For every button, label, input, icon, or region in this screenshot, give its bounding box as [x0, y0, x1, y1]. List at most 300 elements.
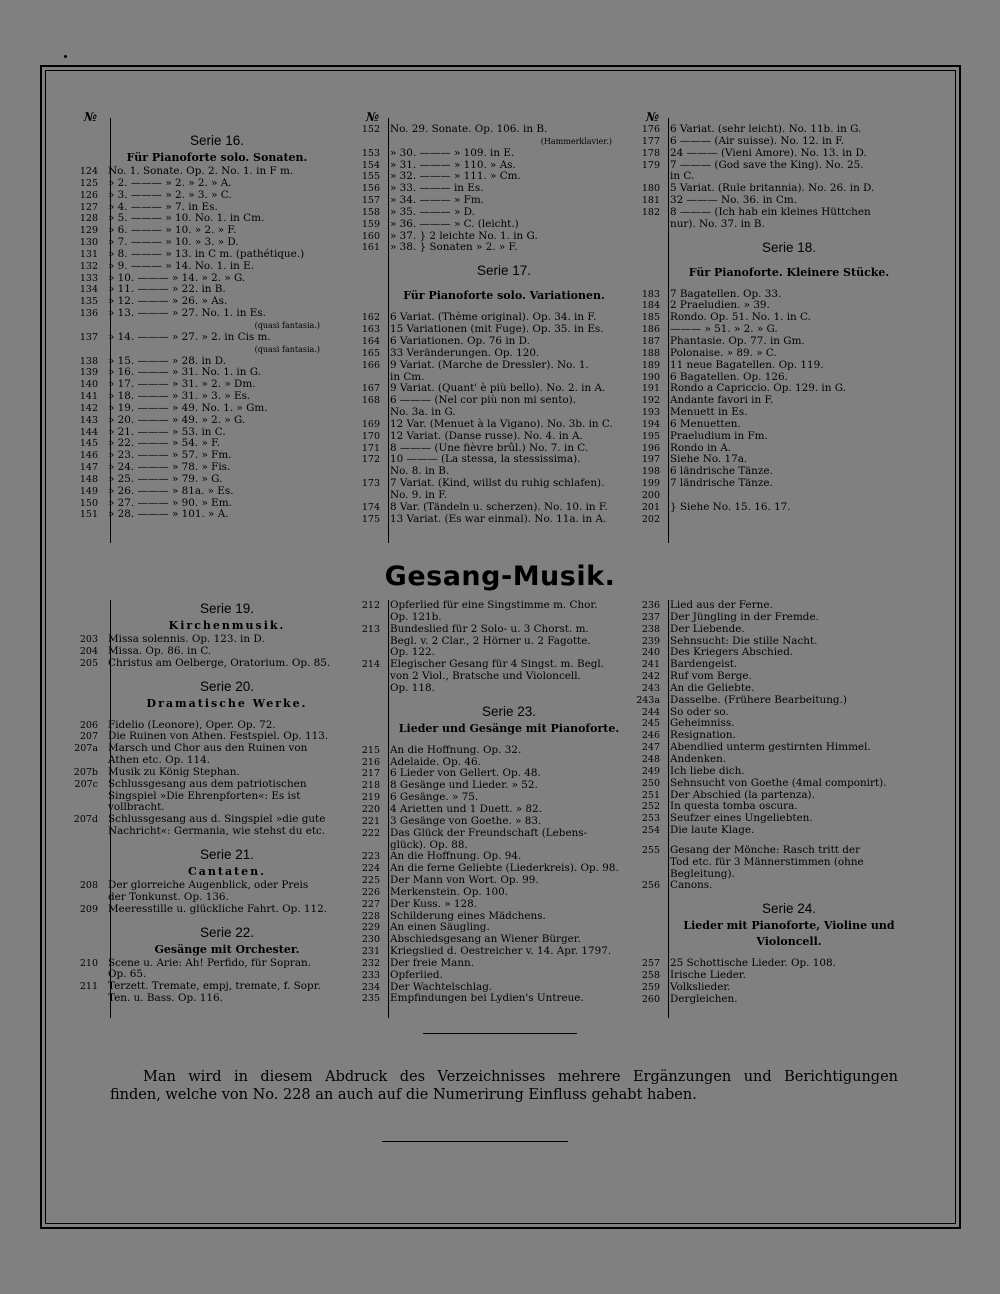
catalogue-entry — [632, 683, 912, 695]
catalogue-entry — [352, 348, 622, 360]
entry-number: 210 — [79, 957, 98, 969]
entry-number: 248 — [641, 753, 660, 765]
entry-number: 222 — [361, 827, 380, 839]
catalogue-entry — [60, 190, 330, 202]
entry-text: Scene u. Arie: Ah! Perfido, für Sopran. — [108, 956, 312, 969]
catalogue-entry — [352, 683, 632, 695]
entry-number: 171 — [361, 442, 380, 454]
entry-number: 135 — [79, 296, 98, 308]
entry-text: Op. 118. — [390, 681, 435, 694]
entry-number: 229 — [361, 922, 380, 934]
spacer — [632, 892, 912, 900]
entry-text: » 19. ——— » 49. No. 1. » Gm. — [108, 401, 268, 414]
catalogue-entry — [60, 509, 330, 521]
entry-text: No. 8. in B. — [390, 465, 450, 478]
page-title: Gesang-Musik. — [384, 561, 616, 592]
entry-text: 12 Var. (Menuet à la Vigano). No. 3b. in C. — [390, 417, 613, 430]
catalogue-entry — [352, 887, 632, 899]
entry-text: Des Kriegers Abschied. — [670, 646, 794, 659]
entry-number: 157 — [361, 195, 380, 207]
entry-text: von 2 Viol., Bratsche und Violoncell. — [390, 670, 581, 683]
catalogue-entry — [352, 745, 632, 757]
entry-number: 204 — [79, 645, 98, 657]
entry-number: 197 — [641, 454, 660, 466]
catalogue-entry — [60, 993, 350, 1005]
entry-number: 164 — [361, 335, 380, 347]
entry-number: 213 — [361, 623, 380, 635]
entry-text: 10 ——— (La stessa, la stessissima). — [390, 453, 581, 466]
section-heading: Gesänge mit Orchester. — [154, 942, 300, 956]
catalogue-entry — [60, 767, 350, 779]
catalogue-entry — [60, 332, 330, 344]
entry-number: 126 — [79, 189, 98, 201]
entry-number: 125 — [79, 177, 98, 189]
section-heading: Dramatische Werke. — [146, 696, 308, 710]
entry-number: 253 — [641, 813, 660, 825]
catalogue-entry — [632, 360, 912, 372]
entry-text: Marsch und Chor aus den Ruinen von — [108, 742, 308, 755]
entry-text: 15 Variationen (mit Fuge). Op. 35. in Es. — [390, 323, 604, 336]
entry-number: 205 — [79, 657, 98, 669]
entry-text: Terzett. Tremate, empj, tremate, f. Sopr. — [108, 980, 321, 993]
entry-number: 242 — [641, 671, 660, 683]
entry-text: 6 Variat. (Thème original). Op. 34. in F. — [390, 311, 597, 324]
entry-text: 4 Arietten und 1 Duett. » 82. — [390, 802, 542, 815]
entry-text: Polonaise. » 89. » C. — [670, 346, 777, 359]
entry-text: » 11. ——— » 22. in B. — [108, 283, 226, 296]
entry-number: 176 — [641, 124, 660, 135]
entry-number: 185 — [641, 312, 660, 324]
entry-number: 129 — [79, 225, 98, 237]
footnote — [110, 1068, 900, 1104]
entry-text: » 5. ——— » 10. No. 1. in Cm. — [108, 212, 265, 225]
entry-text: » 26. ——— » 81a. » Es. — [108, 484, 234, 497]
entry-text: Elegischer Gesang für 4 Singst. m. Begl. — [390, 658, 605, 671]
entry-number: 207c — [74, 778, 98, 790]
catalogue-entry — [60, 779, 350, 791]
catalogue-entry — [352, 899, 632, 911]
entry-text: 8 Gesänge und Lieder. » 52. — [390, 779, 538, 792]
catalogue-entry — [352, 958, 632, 970]
catalogue-entry — [60, 646, 350, 658]
serie-heading: Serie 20. — [199, 678, 255, 694]
entry-number: 130 — [79, 237, 98, 249]
entry-text: Tod etc. für 3 Männerstimmen (ohne — [670, 855, 864, 868]
entry-number: 228 — [361, 910, 380, 922]
spacer — [352, 695, 632, 703]
catalogue-entry — [632, 136, 912, 148]
entry-text: Die Ruinen von Athen. Festspiel. Op. 113. — [108, 730, 329, 743]
serie-heading: Serie 23. — [481, 703, 537, 719]
entry-text: » 12. ——— » 26. » As. — [108, 295, 228, 308]
entry-text: » 38. } Sonaten » 2. » F. — [390, 241, 518, 254]
entry-text: in Cm. — [390, 370, 425, 383]
catalogue-entry — [352, 970, 632, 982]
entry-text: Andenken. — [670, 752, 727, 765]
entry-text: Lied aus der Ferne. — [670, 599, 773, 611]
entry-text: » 35. ——— » D. — [390, 205, 475, 218]
entry-number: 154 — [361, 159, 380, 171]
entry-text: » 33. ——— in Es. — [390, 182, 484, 195]
entry-text: Schlussgesang aus dem patriotischen — [108, 777, 307, 790]
entry-number: 220 — [361, 803, 380, 815]
entry-number: 191 — [641, 383, 660, 395]
entry-number: 216 — [361, 756, 380, 768]
entry-number: 124 — [79, 166, 98, 177]
catalogue-entry — [352, 993, 632, 1005]
entry-text: 7 Bagatellen. Op. 33. — [670, 287, 782, 300]
entry-number: 227 — [361, 898, 380, 910]
entry-number: 132 — [79, 260, 98, 272]
entry-number: 163 — [361, 324, 380, 336]
entry-number: 128 — [79, 213, 98, 225]
entry-number: 142 — [79, 402, 98, 414]
entry-number: 230 — [361, 934, 380, 946]
divider-lower — [382, 1141, 568, 1142]
entry-text: 6 Gesänge. » 75. — [390, 791, 479, 804]
entry-text: Op. 65. — [108, 968, 147, 981]
entry-text: » 3. ——— » 2. » 3. » C. — [108, 188, 232, 201]
catalogue-entry — [632, 778, 912, 790]
entry-text: Ruf vom Berge. — [670, 670, 752, 683]
entry-text: No. 3a. in G. — [390, 406, 456, 419]
entry-text: Begleitung). — [670, 867, 735, 880]
entry-text: Andante favori in F. — [670, 394, 774, 407]
entry-text: Die laute Klage. — [670, 824, 755, 837]
entry-number: 221 — [361, 815, 380, 827]
entry-text: Volkslieder. — [670, 980, 731, 993]
entry-number: 254 — [641, 825, 660, 837]
entry-text: 7 ländrische Tänze. — [670, 477, 773, 490]
entry-text: Siehe No. 17a. — [670, 453, 748, 466]
catalogue-entry — [352, 514, 622, 526]
entry-number: 145 — [79, 438, 98, 450]
entry-text: 33 Veränderungen. Op. 120. — [390, 346, 540, 359]
entry-number: 161 — [361, 242, 380, 254]
entry-number: 165 — [361, 347, 380, 359]
entry-number: 226 — [361, 886, 380, 898]
entry-text: Nachricht«: Germania, wie stehst du etc. — [108, 825, 326, 838]
entry-text: Der freie Mann. — [390, 956, 475, 969]
entry-text: Der Liebende. — [670, 622, 745, 635]
entry-number: 181 — [641, 195, 660, 207]
spacer — [352, 280, 622, 288]
catalogue-entry — [352, 207, 622, 219]
entry-number: 193 — [641, 407, 660, 419]
entry-text: Praeludium in Fm. — [670, 429, 768, 442]
entry-text: Ich liebe dich. — [670, 764, 745, 777]
entry-number: 250 — [641, 777, 660, 789]
entry-text: An die Hoffnung. Op. 32. — [390, 743, 522, 756]
entry-text: Missa. Op. 86. in C. — [108, 644, 212, 657]
catalogue-entry — [632, 612, 912, 624]
entry-number: 188 — [641, 347, 660, 359]
entry-text: Begl. v. 2 Clar., 2 Hörner u. 2 Fagotte. — [390, 634, 591, 647]
footnote-line-1: Man wird in diesem Abdruck des Verzeichnisses mehrere Ergänzungen und Berichtigungen — [143, 1069, 898, 1085]
entry-number: 252 — [641, 801, 660, 813]
entry-text: 32 ——— No. 36. in Cm. — [670, 194, 798, 207]
entry-number: 133 — [79, 272, 98, 284]
entry-text: » 34. ——— » Fm. — [390, 194, 484, 207]
entry-text: No. 1. Sonate. Op. 2. No. 1. in F m. — [108, 165, 294, 177]
spacer — [632, 257, 912, 265]
entry-number: 146 — [79, 450, 98, 462]
catalogue-entry — [632, 695, 912, 707]
entry-number: 202 — [641, 513, 660, 525]
entries — [632, 600, 912, 1006]
entry-number: 149 — [79, 485, 98, 497]
entries — [352, 600, 632, 1005]
entry-text: » 15. ——— » 28. in D. — [108, 354, 227, 367]
entry-number: 168 — [361, 395, 380, 407]
catalogue-entry — [352, 431, 622, 443]
entry-text: Sehnsucht: Die stille Nacht. — [670, 634, 818, 647]
entry-text: 11 neue Bagatellen. Op. 119. — [670, 358, 824, 371]
entry-number: 233 — [361, 969, 380, 981]
entry-number: 136 — [79, 308, 98, 320]
entry-number: 236 — [641, 600, 660, 611]
entry-number: 259 — [641, 981, 660, 993]
entry-number: 256 — [641, 880, 660, 892]
entry-text: Fidelio (Leonore), Oper. Op. 72. — [108, 718, 276, 731]
entry-text: » 2. ——— » 2. » 2. » A. — [108, 176, 232, 189]
catalogue-entry — [632, 419, 912, 431]
entry-text: Schilderung eines Mädchens. — [390, 909, 546, 922]
catalogue-entry — [632, 514, 912, 526]
catalogue-entry — [632, 766, 912, 778]
entry-number: 134 — [79, 284, 98, 296]
entry-number: 215 — [361, 744, 380, 756]
entry-number: 144 — [79, 426, 98, 438]
entry-text: der Tonkunst. Op. 136. — [108, 890, 229, 903]
catalogue-entry — [60, 658, 350, 670]
entry-number: 151 — [79, 509, 98, 521]
entry-text: Der Mann von Wort. Op. 99. — [390, 874, 539, 887]
serie-heading: Serie 17. — [476, 263, 532, 279]
entry-number: 186 — [641, 324, 660, 336]
entry-text: 6 Lieder von Gellert. Op. 48. — [390, 767, 541, 780]
entry-number: 153 — [361, 147, 380, 159]
entry-number: 190 — [641, 371, 660, 383]
entry-text: Sehnsucht von Goethe (4mal componirt). — [670, 776, 887, 789]
entry-text: Rondo a Capriccio. Op. 129. in G. — [670, 382, 846, 395]
catalogue-entry — [632, 478, 912, 490]
entry-text: vollbracht. — [108, 801, 165, 814]
entry-text: 6 ——— (Nel cor più non mi sento). — [390, 394, 577, 407]
section-heading: Cantaten. — [188, 864, 266, 878]
entry-number: 196 — [641, 442, 660, 454]
entry-number: 198 — [641, 466, 660, 478]
entry-text: 6 Variationen. Op. 76 in D. — [390, 334, 530, 347]
entry-text: Op. 121b. — [390, 610, 442, 623]
section-heading: Lieder und Gesänge mit Pianoforte. — [398, 721, 620, 735]
catalogue-entry — [632, 502, 912, 514]
entry-text: 25 Schottische Lieder. Op. 108. — [670, 957, 836, 970]
entry-number: 239 — [641, 635, 660, 647]
catalogue-entry — [352, 502, 622, 514]
entry-number: 219 — [361, 792, 380, 804]
entry-number: 257 — [641, 958, 660, 970]
catalogue-entry — [632, 624, 912, 636]
entry-number: 160 — [361, 230, 380, 242]
entry-text: Musik zu König Stephan. — [108, 765, 240, 778]
entry-number: 147 — [79, 462, 98, 474]
entry-number: 199 — [641, 478, 660, 490]
entry-text: An einen Säugling. — [390, 921, 490, 934]
entry-text: Empfindungen bei Lydien's Untreue. — [390, 992, 584, 1005]
entry-text: » 14. ——— » 27. » 2. in Cis m. — [108, 330, 271, 343]
entries — [60, 132, 330, 521]
entry-text: 2 Praeludien. » 39. — [670, 299, 770, 312]
entry-number: 241 — [641, 659, 660, 671]
entry-number: 232 — [361, 957, 380, 969]
section-heading: Für Pianoforte solo. Variationen. — [403, 289, 605, 303]
catalogue-entry — [632, 207, 912, 219]
serie-heading: Serie 18. — [761, 239, 817, 255]
catalogue-entry — [352, 419, 622, 431]
entry-number: 255 — [641, 844, 660, 856]
entry-number: 141 — [79, 391, 98, 403]
entry-number: 173 — [361, 478, 380, 490]
entry-text: » 21. ——— » 53. in C. — [108, 425, 226, 438]
entry-number: 143 — [79, 414, 98, 426]
entry-text: Das Glück der Freundschaft (Lebens- — [390, 826, 588, 839]
entry-text: » 24. ——— » 78. » Fis. — [108, 461, 231, 474]
catalogue-entry — [632, 880, 912, 892]
entry-text: » 10. ——— » 14. » 2. » G. — [108, 271, 246, 284]
entry-number: 231 — [361, 946, 380, 958]
entry-text: 3 Gesänge von Goethe. » 83. — [390, 814, 542, 827]
entry-text: An die Hoffnung. Op. 94. — [390, 850, 522, 863]
catalogue-entry — [60, 486, 330, 498]
entry-number: 212 — [361, 600, 380, 611]
entry-number: 201 — [641, 501, 660, 513]
spacer — [632, 231, 912, 239]
catalogue-entry — [60, 344, 330, 356]
entry-number: 251 — [641, 789, 660, 801]
entry-text: 8 ——— (Une fièvre brûl.) No. 7. in C. — [390, 441, 589, 454]
entry-number: 223 — [361, 851, 380, 863]
entry-text: Rondo in A. — [670, 441, 732, 454]
entry-number: 150 — [79, 497, 98, 509]
entry-text: Irische Lieder. — [670, 969, 746, 982]
entry-number: 206 — [79, 719, 98, 731]
entry-text: Menuett in Es. — [670, 406, 748, 419]
catalogue-entry — [60, 249, 330, 261]
entry-text: Schlussgesang aus d. Singspiel »die gute — [108, 813, 326, 826]
entry-number: 258 — [641, 970, 660, 982]
entry-number: 217 — [361, 768, 380, 780]
entry-number: 224 — [361, 863, 380, 875]
entry-number: 237 — [641, 611, 660, 623]
entry-text: » 27. ——— » 90. » Em. — [108, 496, 232, 509]
entry-text: (Hammerklavier.) — [540, 136, 612, 146]
entry-text: No. 9. in F. — [390, 488, 448, 501]
catalogue-entry — [352, 624, 632, 636]
entry-number: 177 — [641, 135, 660, 147]
entry-text: An die ferne Geliebte (Liederkreis). Op. 98. — [390, 862, 619, 875]
catalogue-entry — [632, 148, 912, 160]
entry-text: (quasi fantasia.) — [254, 344, 320, 354]
entry-text: Adelaide. Op. 46. — [390, 755, 481, 768]
entry-text: Der Abschied (la partenza). — [670, 788, 815, 801]
entry-text: Athen etc. Op. 114. — [108, 754, 210, 767]
entry-text: Dergleichen. — [670, 992, 738, 1005]
entry-number: 247 — [641, 742, 660, 754]
entry-number: 148 — [79, 473, 98, 485]
entry-number: 158 — [361, 206, 380, 218]
catalogue-entry — [632, 994, 912, 1006]
entry-number: 243a — [636, 694, 660, 706]
entry-number: 187 — [641, 335, 660, 347]
entry-text: Phantasie. Op. 77. in Gm. — [670, 334, 805, 347]
entry-number: 156 — [361, 183, 380, 195]
catalogue-entry — [632, 982, 912, 994]
entry-number: 159 — [361, 218, 380, 230]
entry-text: Der Jüngling in der Fremde. — [670, 610, 819, 623]
entry-text: » 16. ——— » 31. No. 1. in G. — [108, 366, 261, 379]
entry-number: 183 — [641, 288, 660, 300]
entry-number: 235 — [361, 993, 380, 1005]
catalogue-entry — [632, 825, 912, 837]
entry-text: » 37. } 2 leichte No. 1. in G. — [390, 229, 538, 242]
catalogue-entry — [632, 431, 912, 443]
entry-text: 8 ——— (Ich hab ein kleines Hüttchen — [670, 205, 871, 218]
entry-number: 195 — [641, 430, 660, 442]
catalogue-entry — [352, 219, 622, 231]
entry-number: 182 — [641, 206, 660, 218]
catalogue-entry — [352, 490, 622, 502]
entry-text: 6 Menuetten. — [670, 417, 741, 430]
number-header: № — [646, 110, 660, 124]
entry-text: » 28. ——— » 101. » A. — [108, 508, 229, 521]
serie-heading: Serie 21. — [199, 846, 255, 862]
entry-number: 207 — [79, 731, 98, 743]
entry-number: 260 — [641, 993, 660, 1005]
entries — [632, 124, 912, 525]
section-heading: Kirchenmusik. — [168, 619, 286, 632]
entry-text: 6 ländrische Tänze. — [670, 465, 773, 478]
spacer — [60, 838, 350, 846]
entry-text: Missa solennis. Op. 123. in D. — [108, 633, 265, 645]
entry-text: 6 Bagatellen. Op. 126. — [670, 370, 788, 383]
entry-text: Kriegslied d. Oestreicher v. 14. Apr. 1797. — [390, 945, 612, 958]
entry-number: 172 — [361, 454, 380, 466]
entry-number: 170 — [361, 430, 380, 442]
number-header: № — [84, 110, 98, 124]
entry-text: Seufzer eines Ungeliebten. — [670, 812, 813, 825]
entry-text: 12 Variat. (Danse russe). No. 4. in A. — [390, 429, 583, 442]
entry-number: 169 — [361, 418, 380, 430]
entry-number: 139 — [79, 367, 98, 379]
catalogue-entry — [60, 261, 330, 273]
entry-number: 240 — [641, 647, 660, 659]
entry-number: 244 — [641, 706, 660, 718]
entry-number: 211 — [79, 981, 98, 993]
section-heading: Violoncell. — [756, 935, 822, 949]
section-heading: Für Pianoforte. Kleinere Stücke. — [688, 265, 890, 279]
catalogue-entry — [352, 360, 622, 372]
entry-text: 9 Variat. (Marche de Dressler). No. 1. — [390, 358, 589, 371]
entry-number: 207b — [73, 766, 98, 778]
entry-text: » 17. ——— » 31. » 2. » Dm. — [108, 378, 256, 391]
entry-text: » 32. ——— » 111. » Cm. — [390, 170, 521, 183]
entry-number: 225 — [361, 875, 380, 887]
entry-text: Der glorreiche Augenblick, oder Preis — [108, 878, 309, 891]
entry-number: 152 — [361, 124, 380, 135]
entry-number: 207d — [73, 814, 98, 826]
entry-number: 131 — [79, 248, 98, 260]
